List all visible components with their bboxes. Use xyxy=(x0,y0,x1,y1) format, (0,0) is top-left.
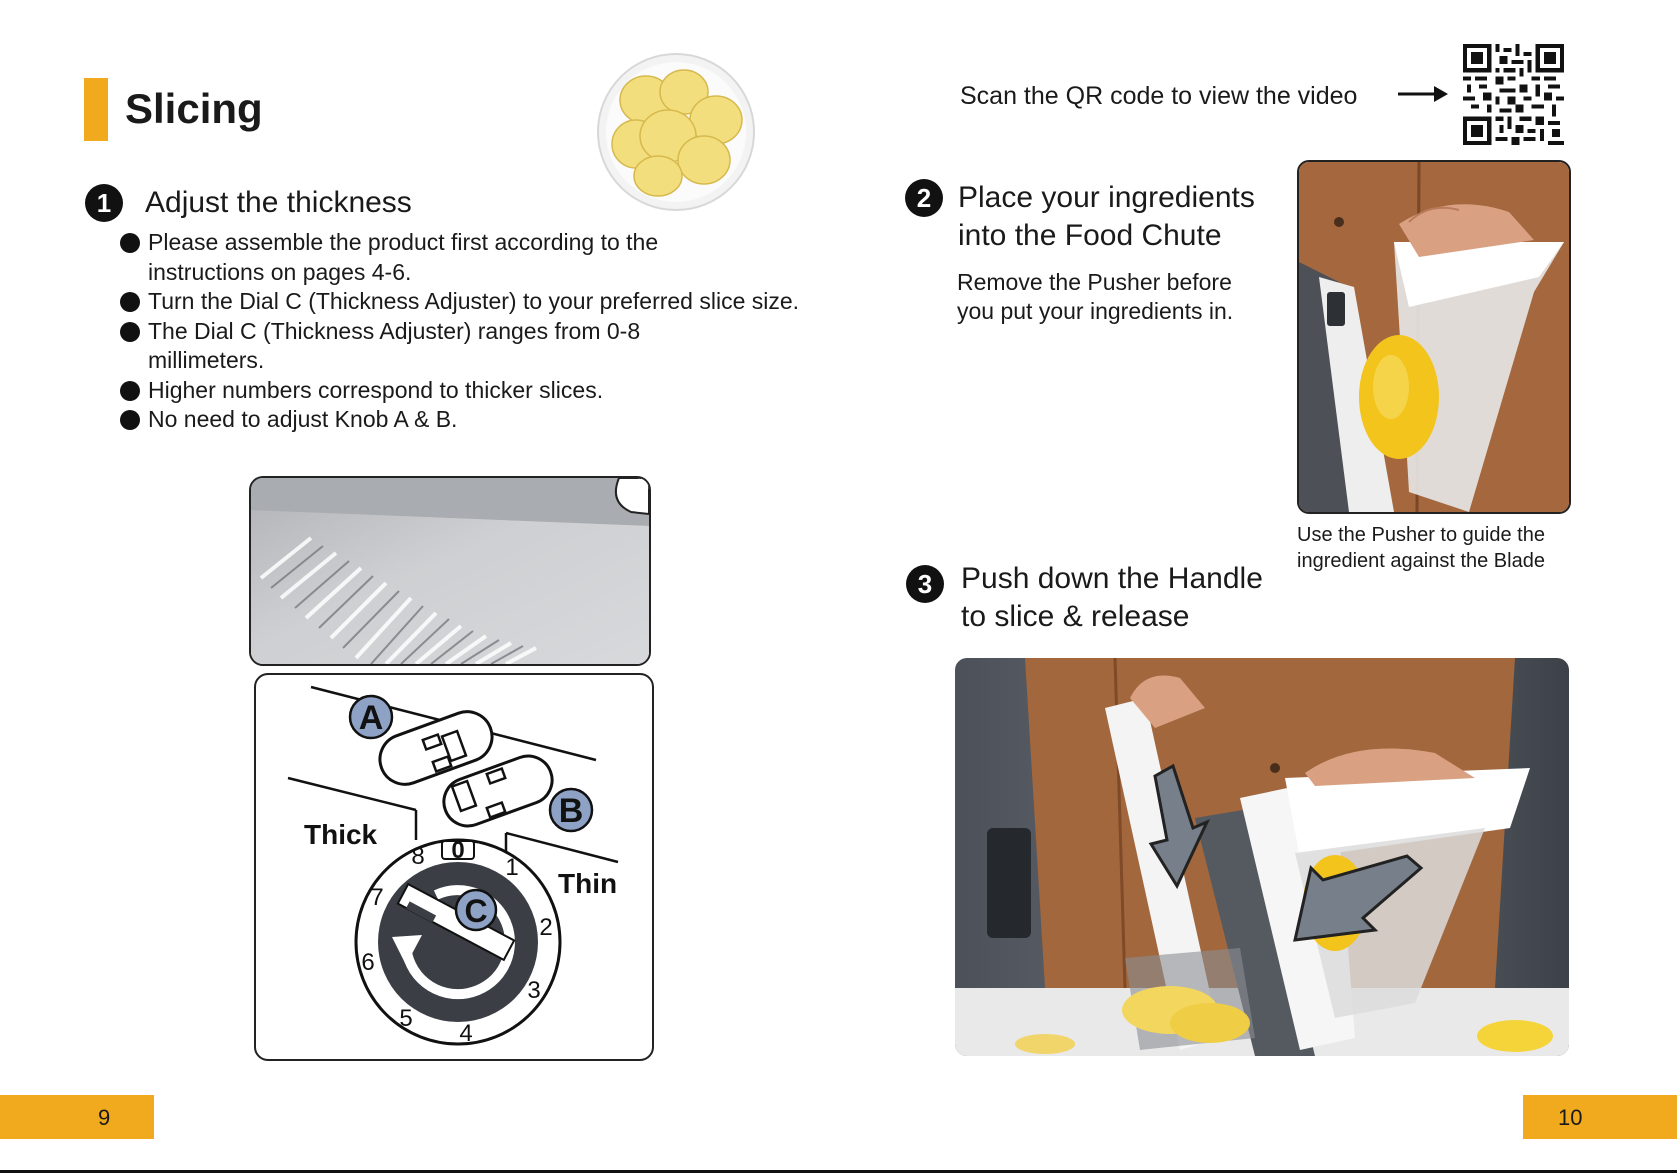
bullet-item: Please assemble the product first according to the instructions on pages 4-6. xyxy=(120,228,718,287)
bullet-item: Higher numbers correspond to thicker slices. xyxy=(120,376,820,406)
step-1-bullet-list xyxy=(120,228,820,435)
bullet-item: No need to adjust Knob A & B. xyxy=(120,405,820,435)
potato-slices-image xyxy=(596,52,756,212)
step-3-number: 3 xyxy=(906,565,944,603)
dial-number: 2 xyxy=(539,914,553,941)
page-number-tab-right xyxy=(1523,1095,1677,1139)
thickness-dial-diagram xyxy=(254,673,654,1061)
arrow-right-icon xyxy=(1398,84,1448,104)
step-3-heading-line-2: to slice & release xyxy=(961,600,1190,633)
label-b: B xyxy=(558,792,584,830)
label-a: A xyxy=(358,699,384,737)
dial-number: 4 xyxy=(459,1020,473,1047)
page-number: 9 xyxy=(98,1105,111,1130)
push-handle-photo xyxy=(955,658,1569,1056)
dial-number: 3 xyxy=(527,977,541,1004)
dial-number: 8 xyxy=(411,843,425,870)
step-2-heading-line-2: into the Food Chute xyxy=(958,219,1222,252)
title-accent-bar xyxy=(84,78,108,141)
thick-label: Thick xyxy=(304,819,378,850)
label-c: C xyxy=(464,893,488,929)
step-3-heading-line-1: Push down the Handle xyxy=(961,562,1263,595)
step-2-body-line-2: you put your ingredients in. xyxy=(957,298,1234,324)
qr-instruction-text: Scan the QR code to view the video xyxy=(960,82,1358,110)
step-1-number: 1 xyxy=(85,184,123,222)
step-2-number: 2 xyxy=(905,179,943,217)
page-number: 10 xyxy=(1558,1105,1583,1130)
page-title: Slicing xyxy=(125,85,263,132)
dial-number: 0 xyxy=(451,837,465,864)
blade-closeup-image xyxy=(249,476,651,666)
bullet-item: The Dial C (Thickness Adjuster) ranges from 0-8 millimeters. xyxy=(120,317,708,376)
dial-number: 5 xyxy=(399,1005,413,1032)
thin-label: Thin xyxy=(558,868,618,899)
dial-number: 6 xyxy=(361,949,375,976)
pusher-food-chute-photo xyxy=(1297,160,1571,514)
qr-code-icon[interactable] xyxy=(1463,44,1564,145)
bullet-item: Turn the Dial C (Thickness Adjuster) to your preferred slice size. xyxy=(120,287,818,317)
dial-number: 1 xyxy=(505,854,519,881)
step-2-body-line-1: Remove the Pusher before xyxy=(957,269,1232,295)
dial-number: 7 xyxy=(370,884,384,911)
page-number-tab-left xyxy=(0,1095,154,1139)
photo-caption-line-2: ingredient against the Blade xyxy=(1297,550,1545,572)
step-1-heading: Adjust the thickness xyxy=(145,186,412,219)
step-2-heading-line-1: Place your ingredients xyxy=(958,181,1255,214)
photo-caption-line-1: Use the Pusher to guide the xyxy=(1297,524,1545,546)
